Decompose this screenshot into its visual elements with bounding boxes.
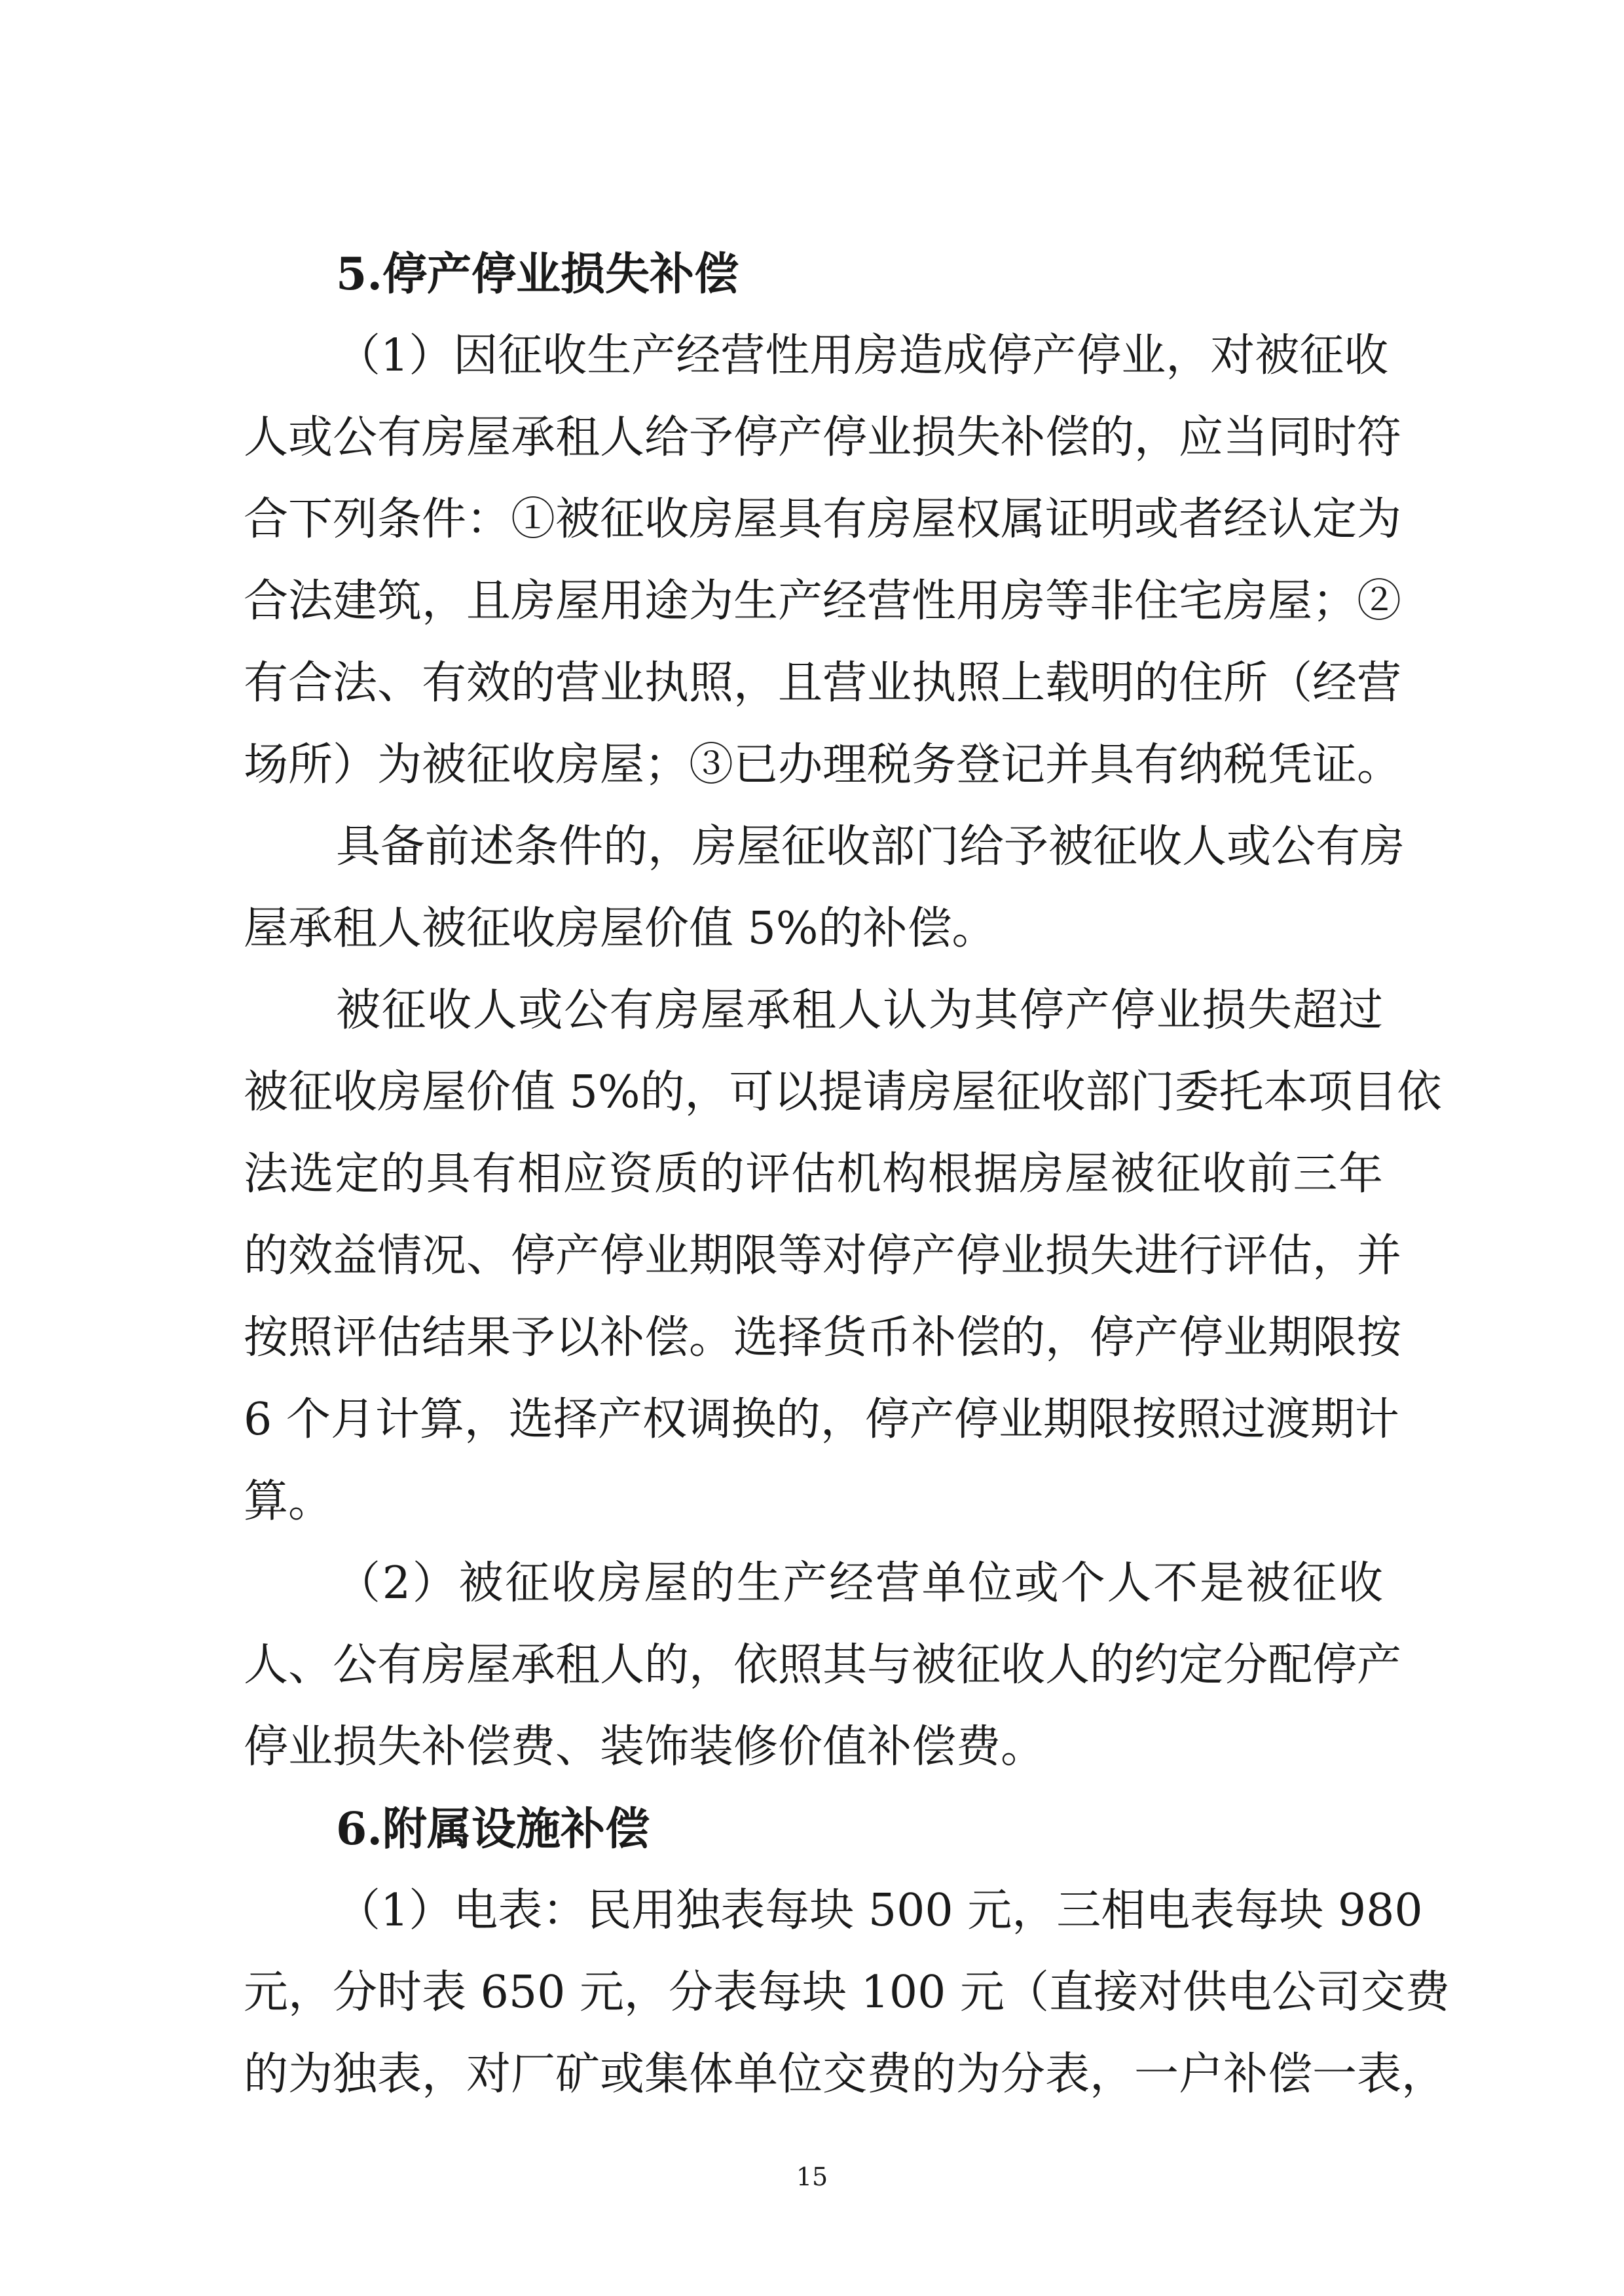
paragraph-line: 合法建筑，且房屋用途为生产经营性用房等非住宅房屋；② bbox=[244, 575, 1402, 627]
paragraph-line: 被征收房屋价值 5%的，可以提请房屋征收部门委托本项目依 bbox=[244, 1066, 1442, 1118]
paragraph-line: 被征收人或公有房屋承租人认为其停产停业损失超过 bbox=[336, 985, 1383, 1036]
paragraph-line: 停业损失补偿费、装饰装修价值补偿费。 bbox=[244, 1721, 1046, 1773]
paragraph-line: （2）被征收房屋的生产经营单位或个人不是被征收 bbox=[336, 1558, 1383, 1609]
paragraph-line: 的效益情况、停产停业期限等对停产停业损失进行评估，并 bbox=[244, 1230, 1402, 1282]
paragraph-line: 人、公有房屋承租人的，依照其与被征收人的约定分配停产 bbox=[244, 1639, 1402, 1691]
section-heading-5: 5.停产停业损失补偿 bbox=[336, 248, 739, 301]
paragraph-line: 屋承租人被征收房屋价值 5%的补偿。 bbox=[244, 903, 997, 955]
paragraph-line: （1）电表：民用独表每块 500 元，三相电表每块 980 bbox=[336, 1885, 1423, 1937]
paragraph-line: （1）因征收生产经营性用房造成停产停业，对被征收 bbox=[336, 330, 1389, 382]
paragraph-line: 算。 bbox=[244, 1476, 333, 1527]
page-number: 15 bbox=[796, 2162, 828, 2191]
paragraph-line: 合下列条件：①被征收房屋具有房屋权属证明或者经认定为 bbox=[244, 494, 1402, 545]
paragraph-line: 按照评估结果予以补偿。选择货币补偿的，停产停业期限按 bbox=[244, 1312, 1402, 1364]
paragraph-line: 具备前述条件的，房屋征收部门给予被征收人或公有房 bbox=[336, 821, 1405, 873]
paragraph-line: 场所）为被征收房屋；③已办理税务登记并具有纳税凭证。 bbox=[244, 739, 1402, 791]
paragraph-line: 法选定的具有相应资质的评估机构根据房屋被征收前三年 bbox=[244, 1148, 1383, 1200]
paragraph-line: 6 个月计算，选择产权调换的，停产停业期限按照过渡期计 bbox=[244, 1394, 1399, 1446]
paragraph-line: 元，分时表 650 元，分表每块 100 元（直接对供电公司交费 bbox=[244, 1967, 1450, 2018]
paragraph-line: 的为独表，对厂矿或集体单位交费的为分表，一户补偿一表， bbox=[244, 2049, 1447, 2100]
section-heading-6: 6.附属设施补偿 bbox=[336, 1803, 650, 1855]
paragraph-line: 人或公有房屋承租人给予停产停业损失补偿的，应当同时符 bbox=[244, 412, 1402, 464]
paragraph-line: 有合法、有效的营业执照，且营业执照上载明的住所（经营 bbox=[244, 657, 1402, 709]
